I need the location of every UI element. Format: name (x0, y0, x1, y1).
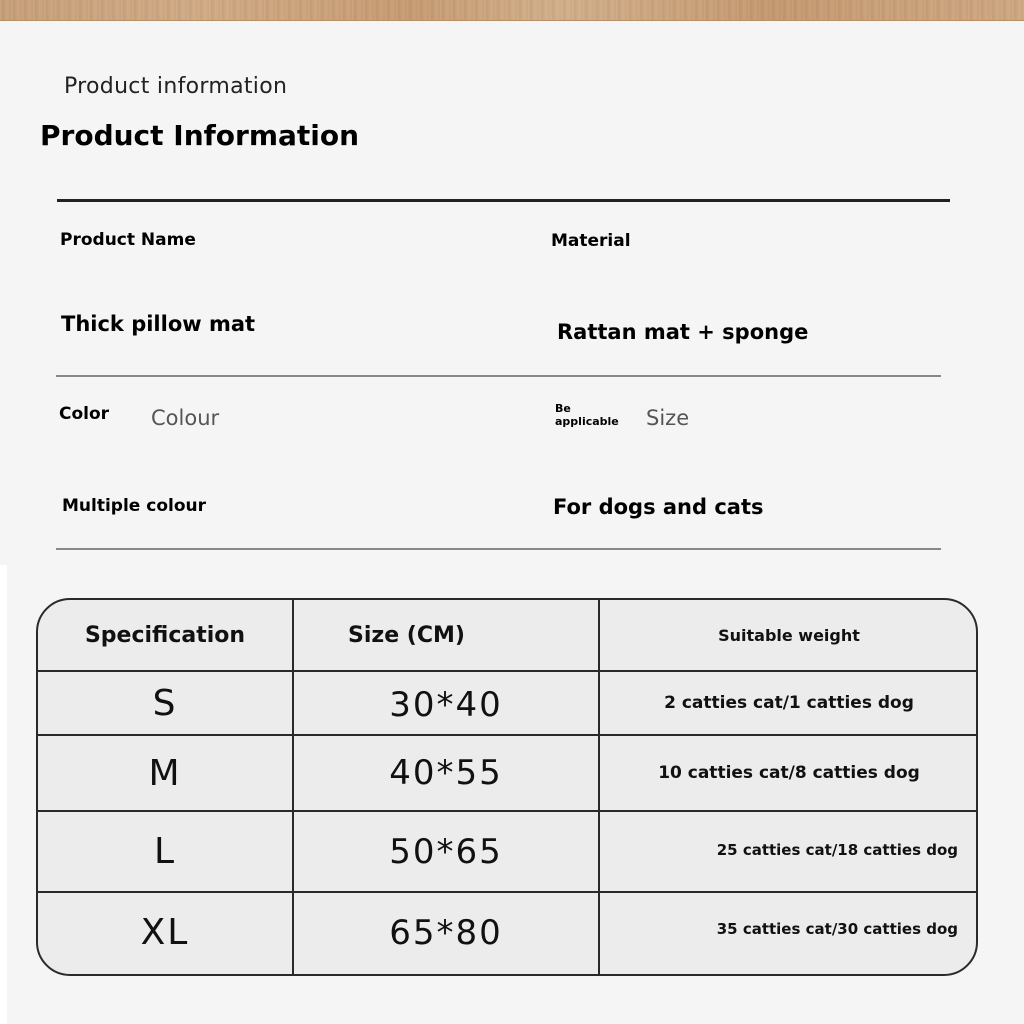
left-edge-strip (0, 565, 7, 1024)
size-cell: 30*40 (294, 672, 600, 734)
material-label: Material (551, 231, 631, 251)
table-row (38, 734, 976, 810)
header-weight: Suitable weight (718, 625, 860, 645)
table-header-row (38, 600, 976, 670)
size-cell: 40*55 (294, 736, 600, 810)
header-size: Size (CM) (294, 600, 600, 670)
spec-table (36, 598, 978, 976)
weight-cell: 10 catties cat/8 catties dog (658, 763, 920, 783)
applicable-label-line1: Be (555, 402, 571, 415)
info-divider-1 (56, 375, 941, 377)
header-specification: Specification (38, 600, 294, 670)
applicable-label-line2: applicable (555, 415, 619, 428)
color-label-alt: Colour (151, 406, 220, 430)
product-name-label: Product Name (60, 230, 196, 250)
spec-cell: L (38, 812, 294, 891)
section-subtitle: Product information (64, 74, 288, 99)
color-value: Multiple colour (62, 496, 206, 516)
size-cell: 50*65 (294, 812, 600, 891)
applicable-label-alt: Size (646, 406, 690, 430)
title-divider (57, 199, 950, 202)
applicable-value: For dogs and cats (553, 495, 764, 519)
table-row (38, 810, 976, 891)
info-divider-2 (56, 548, 941, 550)
material-value: Rattan mat + sponge (557, 320, 809, 344)
weight-cell: 25 catties cat/18 catties dog (716, 840, 958, 859)
color-label: Color (59, 404, 110, 424)
weight-cell: 35 catties cat/30 catties dog (716, 919, 958, 938)
wood-texture-banner (0, 0, 1024, 21)
table-row (38, 891, 976, 976)
spec-cell: M (38, 736, 294, 810)
spec-cell: XL (38, 893, 294, 976)
page-title: Product Information (40, 119, 360, 152)
size-cell: 65*80 (294, 893, 600, 976)
product-name-value: Thick pillow mat (61, 312, 256, 336)
spec-cell: S (38, 672, 294, 734)
weight-cell: 2 catties cat/1 catties dog (664, 693, 914, 713)
table-row (38, 670, 976, 734)
